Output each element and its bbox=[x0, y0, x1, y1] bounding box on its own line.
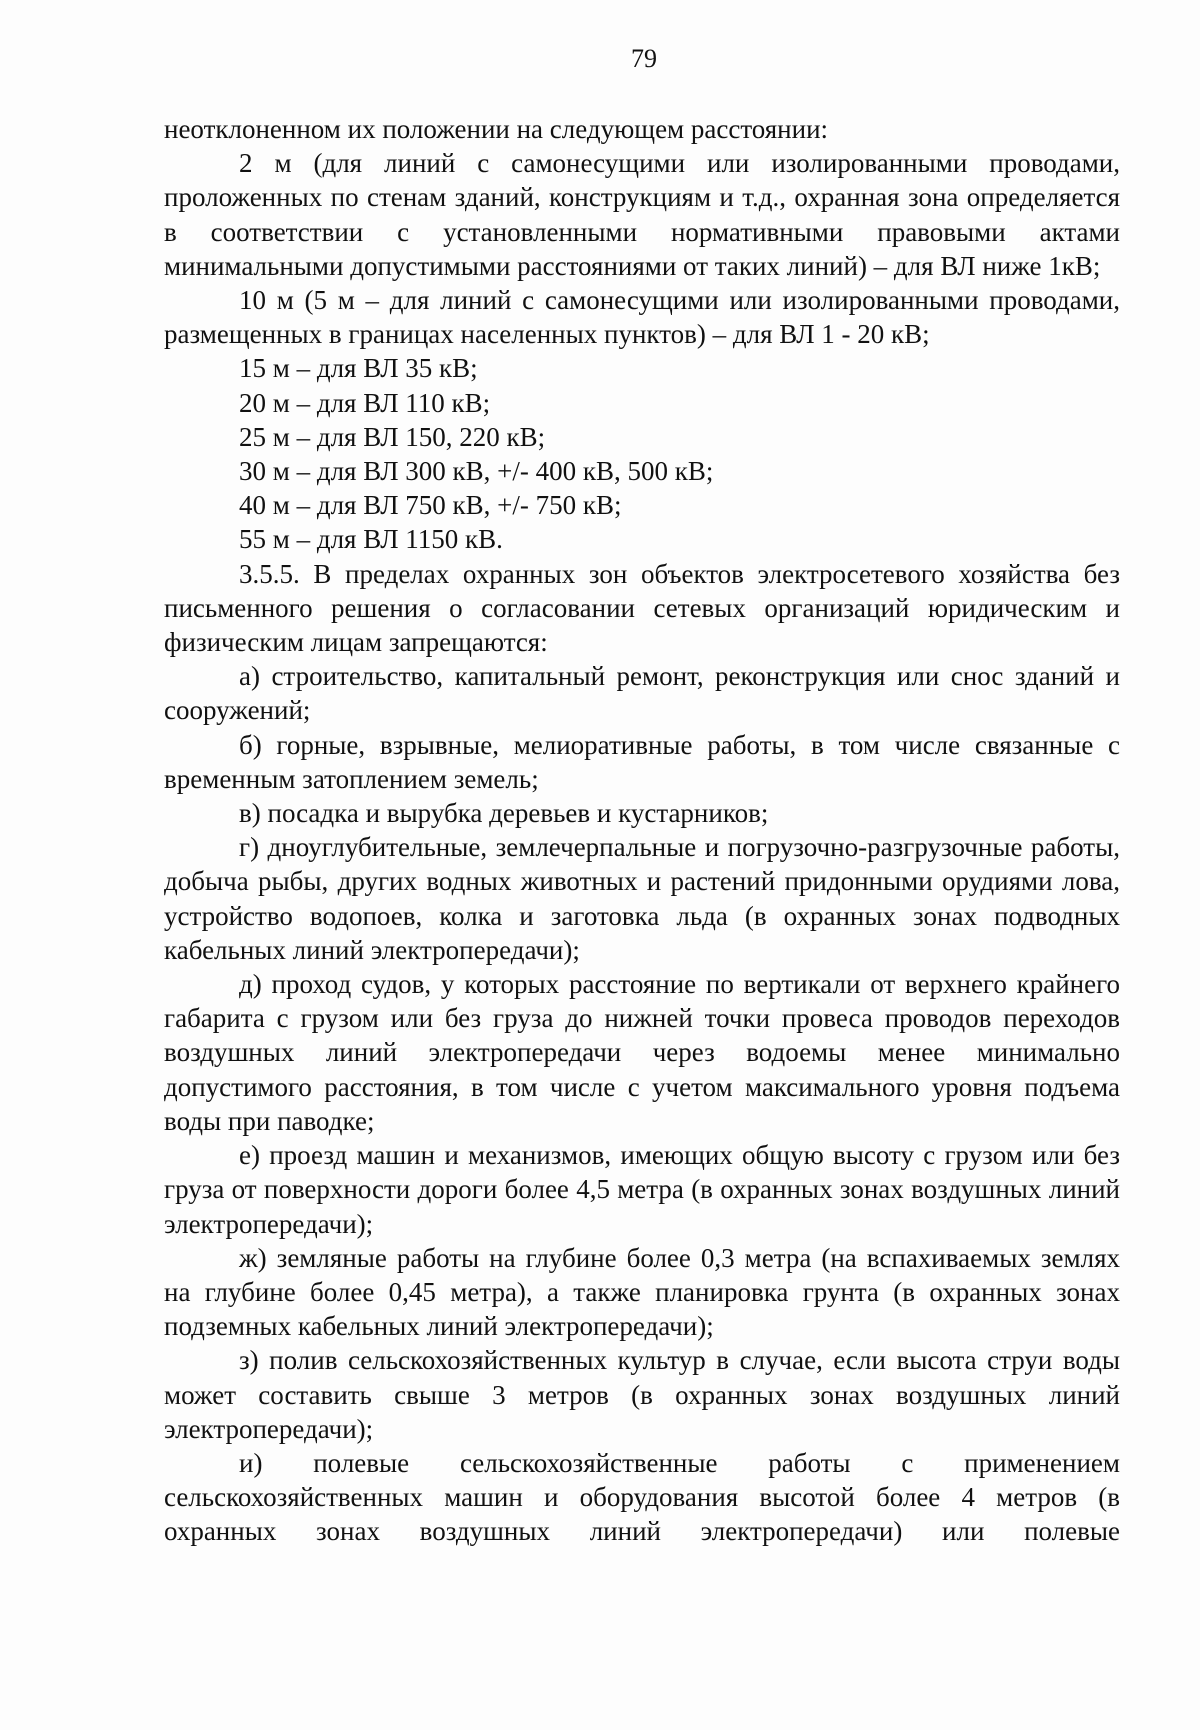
paragraph-distance-300-500kv: 30 м – для ВЛ 300 кВ, +/- 400 кВ, 500 кВ; bbox=[239, 456, 714, 487]
list-item-b: б) горные, взрывные, мелиоративные работы, в том числе связанные с временным затоплением земель; bbox=[164, 729, 1120, 794]
document-body bbox=[164, 112, 1120, 1549]
paragraph-distance-35kv: 15 м – для ВЛ 35 кВ; bbox=[239, 353, 478, 384]
paragraph-distance-750kv: 40 м – для ВЛ 750 кВ, +/- 750 кВ; bbox=[239, 490, 622, 521]
list-item-a: а) строительство, капитальный ремонт, реконструкция или снос зданий и сооружений; bbox=[164, 661, 1120, 726]
list-item-zh: ж) земляные работы на глубине более 0,3 метра (на вспахиваемых землях на глубине более 0,45 метра), а также планировка грунта (в охранных зонах подземных кабельных линий электропередачи); bbox=[164, 1242, 1120, 1342]
paragraph-distance-below-1kv: 2 м (для линий с самонесущими или изолированными проводами, проложенных по стенам зданий, конструкциям и т.д., охранная зона определяется в соответствии с установленными нормативными правовыми актами минимальными допустимыми расстояниями от таких линий) – для ВЛ ниже 1кВ; bbox=[164, 148, 1120, 281]
paragraph-distance-150-220kv: 25 м – для ВЛ 150, 220 кВ; bbox=[239, 421, 546, 452]
paragraph-section-3-5-5: 3.5.5. В пределах охранных зон объектов электросетевого хозяйства без письменного решения о согласовании сетевых организаций юридическим и физическим лицам запрещаются: bbox=[164, 558, 1120, 658]
list-item-z: з) полив сельскохозяйственных культур в случае, если высота струи воды может составить свыше 3 метров (в охранных зонах воздушных линий электропередачи); bbox=[164, 1345, 1120, 1444]
paragraph-distance-1-20kv: 10 м (5 м – для линий с самонесущими или изолированными проводами, размещенных в границах населенных пунктов) – для ВЛ 1 - 20 кВ; bbox=[164, 285, 1120, 350]
page-number: 79 bbox=[631, 44, 657, 73]
paragraph-continuation: неотклоненном их положении на следующем расстоянии: bbox=[164, 114, 829, 144]
list-item-e: е) проезд машин и механизмов, имеющих общую высоту с грузом или без груза от поверхности дороги более 4,5 метра (в охранных зонах воздушных линий электропередачи); bbox=[164, 1140, 1120, 1239]
paragraph-distance-1150kv: 55 м – для ВЛ 1150 кВ. bbox=[239, 524, 503, 555]
list-item-v: в) посадка и вырубка деревьев и кустарников; bbox=[239, 798, 769, 829]
list-item-i: и) полевые сельскохозяйственные работы с применением сельскохозяйственных машин и оборудования высотой более 4 метров (в охранных зонах воздушных линий электропередачи) или полевые bbox=[164, 1447, 1120, 1547]
list-item-g: г) дноуглубительные, землечерпальные и погрузочно-разгрузочные работы, добыча рыбы, других водных животных и растений придонными орудиями лова, устройство водопоев, колка и заготовка льда (в охранных зонах подводных кабельных линий электропередачи); bbox=[164, 832, 1120, 965]
paragraph-distance-110kv: 20 м – для ВЛ 110 кВ; bbox=[239, 387, 491, 418]
list-item-d: д) проход судов, у которых расстояние по вертикали от верхнего крайнего габарита с грузом или без груза до нижней точки провеса проводов переходов воздушных линий электропередачи через водоемы менее минимально допустимого расстояния, в том числе с учетом максимального уровня подъема воды при паводке; bbox=[164, 969, 1120, 1136]
